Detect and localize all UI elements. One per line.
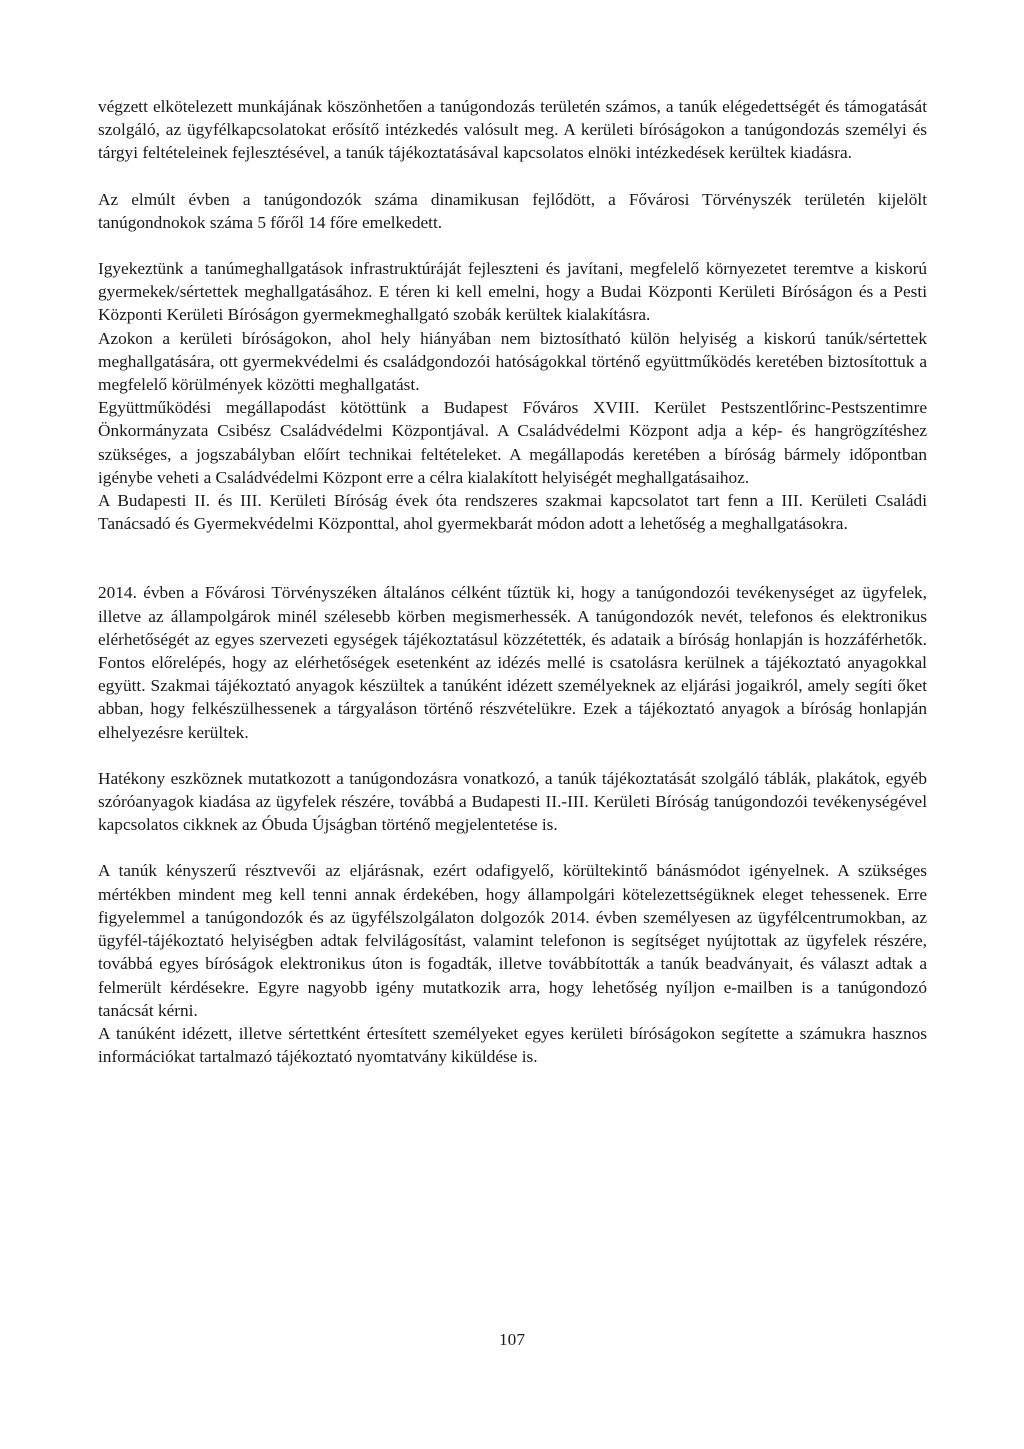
page-number: 107 xyxy=(499,1330,525,1349)
paragraph-witness-guardians-count: Az elmúlt évben a tanúgondozók száma dinamikusan fejlődött, a Fővárosi Törvényszék területén kijelölt tanúgondnokok száma 5 főről 14 főre emelkedett. xyxy=(98,189,927,232)
paragraph-intro-continuation: végzett elkötelezett munkájának köszönhetően a tanúgondozás területén számos, a tanúk elégedettségét és támogatását szolgáló, az ügyfélkapcsolatokat erősítő intézkedés valósult meg. A kerületi bíróságokon a tanúgondozás személyi és tárgyi feltételeinek fejlesztésével, a tanúk tájékoztatásával kapcsolatos elnöki intézkedések kerültek kiadásra. xyxy=(98,97,927,163)
paragraph-csibesz-agreement: Együttműködési megállapodást kötöttünk a Budapest Főváros XVIII. Kerület Pestszentlőrinc-Pestszentimre Önkormányzata Csibész Családvédelmi Központjával. A Családvédelmi Központ adja a kép- és hangrögzítéshez szükséges, a jogszabályban előírt technikai feltételeket. A megállapodás keretében a bíróság bármely időpontban igénybe veheti a Családvédelmi Központ erre a célra kialakított helyiségét meghallgatásaihoz. xyxy=(98,398,927,487)
paragraph-witness-treatment: A tanúk kényszerű résztvevői az eljárásnak, ezért odafigyelő, körültekintő bánásmódot igényelnek. A szükséges mértékben mindent meg kell tenni annak érdekében, hogy állampolgári kötelezettségüknek eleget tehessenek. Erre figyelemmel a tanúgondozók és az ügyfélszolgálaton dolgozók 2014. évben személyesen az ügyfélcentrumokban, az ügyfél-tájékoztató helyiségben adtak felvilágosítást, valamint telefonon is segítséget nyújtottak az ügyfelek részére, továbbá egyes bíróságok elektronikus úton is fogadták, illetve továbbították a tanúk beadványait, és választ adtak a felmerült kérdésekre. Egyre nagyobb igény mutatkozik arra, hogy lehetőség nyíljon e-mailben is a tanúgondozó tanácsát kérni. xyxy=(98,861,927,1020)
paragraph-hearing-infrastructure: Igyekeztünk a tanúmeghallgatások infrastruktúráját fejleszteni és javítani, megfelelő környezetet teremtve a kiskorú gyermekek/sértettek meghallgatásához. E téren ki kell emelni, hogy a Budai Központi Kerületi Bíróságon és a Pesti Központi Kerületi Bíróságon gyermekmeghallgató szobák kerültek kialakításra. xyxy=(98,259,927,325)
paragraph-district-court-relations: A Budapesti II. és III. Kerületi Bíróság évek óta rendszeres szakmai kapcsolatot tart fenn a III. Kerületi Családi Tanácsadó és Gyermekvédelmi Központtal, ahol gyermekbarát módon adott a lehetőség a meghallgatásokra. xyxy=(98,491,927,534)
paragraph-information-forms: A tanúként idézett, illetve sértettként értesített személyeket egyes kerületi bíróságokon segítette a számukra hasznos információkat tartalmazó tájékoztató nyomtatvány kiküldése is. xyxy=(98,1023,927,1067)
paragraph-effective-tools: Hatékony eszköznek mutatkozott a tanúgondozásra vonatkozó, a tanúk tájékoztatását szolgáló táblák, plakátok, egyéb szóróanyagok kiadása az ügyfelek részére, továbbá a Budapesti II.-III. Kerületi Bíróság tanúgondozói tevékenységével kapcsolatos cikknek az Óbuda Újságban történő megjelentetése is. xyxy=(98,768,927,835)
paragraph-2014-goals: 2014. évben a Fővárosi Törvényszéken általános célként tűztük ki, hogy a tanúgondozói tevékenységet az ügyfelek, illetve az állampolgárok minél szélesebb körben megismerhessék. A tanúgondozók nevét, telefonos és elektronikus elérhetőségét az egyes szervezeti egységek tájékoztatásul közzétették, és adataik a bíróság honlapján is hozzáférhetők. Fontos előrelépés, hogy az elérhetőségek esetenként az idézés mellé is csatolásra kerülnek a tájékoztató anyagokkal együtt. Szakmai tájékoztató anyagok készültek a tanúként idézett személyeknek az eljárási jogaikról, amely segíti őket abban, hogy felkészülhessenek a tárgyaláson történő részvételükre. Ezek a tájékoztató anyagok a bíróság honlapján elhelyezésre kerültek. xyxy=(98,583,927,742)
document-body xyxy=(98,95,927,1068)
paragraph-child-protection-cooperation: Azokon a kerületi bíróságokon, ahol hely hiányában nem biztosítható külön helyiség a kiskorú tanúk/sértettek meghallgatására, ott gyermekvédelmi és családgondozói hatóságokkal történő együttműködés keretében biztosítottuk a megfelelő körülmények közötti meghallgatást. xyxy=(98,328,927,395)
